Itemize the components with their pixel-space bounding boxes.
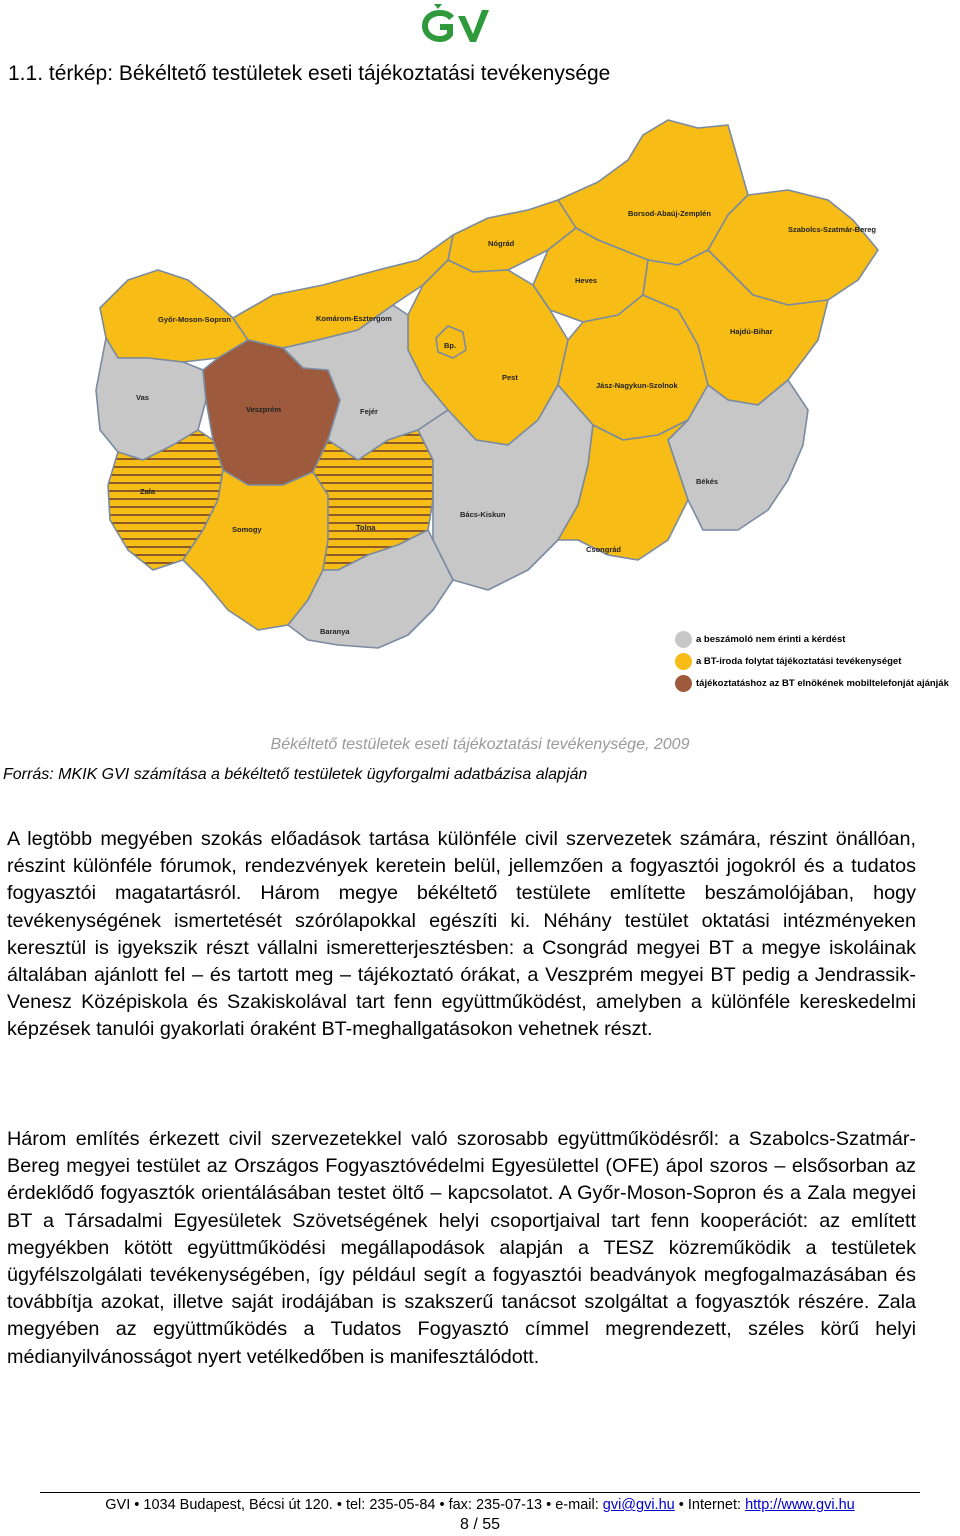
footer-contact <box>0 1497 960 1513</box>
body-paragraph-2: Három említés érkezett civil szervezetekkel való szorosabb együttműködésről: a Szabolcs-Szatmár-Bereg megyei testület az Országos Fogyasztóvédelmi Egyesülettel (OFE) ápol szoros – elsősorban az érdeklődő fogyasztók orientálásában testet öltő – kapcsolatot. A Győr-Moson-Sopron és a Zala megyei BT a Társadalmi Egyesületek Szövetségének helyi csoportjaival tart fenn kooperációt: az említett megyékben kötött együttműködési megállapodások alapján a TESZ közreműködik a testületek ügyfélszolgálati tevékenységében, így például segít a fogyasztói beadványok megfogalmazásában és továbbítja azokat, illetve saját irodájában is szakszerű tanácsot szolgáltat a fogyasztók részére. Zala megyében az együttműködés a Tudatos Fogyasztó címmel megrendezett, széles körű helyi médianyilvánosságot nyert vetélkedőben is manifesztálódott. <box>7 1128 916 1368</box>
brown-dot-icon <box>675 675 692 692</box>
footer-address: GVI • 1034 Budapest, Bécsi út 120. • tel: 235-05-84 • fax: 235-07-13 • e-mail: <box>105 1497 599 1513</box>
hungary-county-map <box>88 100 958 700</box>
legend-label: a BT-iroda folytat tájékoztatási tevékenységet <box>696 655 902 667</box>
label-baranya: Baranya <box>320 627 350 636</box>
footer-internet-label: • Internet: <box>678 1497 742 1513</box>
label-bekes: Békés <box>696 477 719 486</box>
source-note: Forrás: MKIK GVI számítása a békéltető testületek ügyforgalmi adatbázisa alapján <box>3 766 588 783</box>
label-bp: Bp. <box>444 341 457 350</box>
footer-url-link[interactable]: http://www.gvi.hu <box>745 1497 855 1513</box>
legend-label: a beszámoló nem érinti a kérdést <box>696 633 846 645</box>
gvi-logo <box>410 2 510 46</box>
label-csongrad: Csongrád <box>586 545 622 554</box>
map-caption: Békéltető testületek eseti tájékoztatási tevékenysége, 2009 <box>270 736 690 753</box>
body-paragraph-1: A legtöbb megyében szokás előadások tartása különféle civil szervezetek számára, részint önállóan, részint különféle fórumok, rendezvények keretein belül, jellemzően a fogyasztói jogokról és a tudatos fogyasztói magatartásról. Három megye békéltető testülete említette beszámolójában, hogy tevékenységének ismertetését szórólapokkal egészíti ki. Néhány testület oktatási intézményeken keresztül is igyekszik részt vállalni ismeretterjesztésben: a Csongrád megyei BT a megye iskoláinak általában ajánlott fel – és tartott meg – tájékoztató órákat, a Veszprém megyei BT pedig a Jendrassik-Venesz Középiskola és Szakiskolával tart fenn együttműködést, amelyben a különféle kereskedelmi képzések tanulói gyakorlati óraként BT-meghallgatásokon vehetnek részt. <box>7 828 916 1041</box>
label-pest: Pest <box>502 373 518 382</box>
footer-divider <box>40 1492 920 1493</box>
page-number: 8 / 55 <box>459 1516 501 1533</box>
yellow-dot-icon <box>675 653 692 670</box>
label-vas: Vas <box>136 393 149 402</box>
legend-item-gray <box>675 628 960 650</box>
label-szolnok: Jász-Nagykun-Szolnok <box>596 381 678 390</box>
gray-dot-icon <box>675 631 692 648</box>
map-legend <box>675 628 960 694</box>
legend-label: tájékoztatáshoz az BT elnökének mobiltelefonját ajánják <box>696 677 949 689</box>
label-veszprem: Veszprém <box>246 405 282 414</box>
legend-item-yellow <box>675 650 960 672</box>
label-zala: Zala <box>140 487 156 496</box>
label-heves: Heves <box>575 276 598 285</box>
legend-item-brown <box>675 672 960 694</box>
map-title: 1.1. térkép: Békéltető testületek eseti tájékoztatási tevékenysége <box>8 62 611 85</box>
label-tolna: Tolna <box>356 523 376 532</box>
label-somogy: Somogy <box>232 525 262 534</box>
label-komarom: Komárom-Esztergom <box>316 314 392 323</box>
label-szabolcs: Szabolcs-Szatmár-Bereg <box>788 225 876 234</box>
label-nograd: Nógrád <box>488 239 515 248</box>
label-borsod: Borsod-Abaúj-Zemplén <box>628 209 711 218</box>
label-hajdu: Hajdú-Bihar <box>730 327 773 336</box>
label-fejer: Fejér <box>360 407 378 416</box>
label-gyor: Győr-Moson-Sopron <box>158 315 231 324</box>
footer-email-link[interactable]: gvi@gvi.hu <box>602 1497 675 1513</box>
label-bacs: Bács-Kiskun <box>460 510 506 519</box>
